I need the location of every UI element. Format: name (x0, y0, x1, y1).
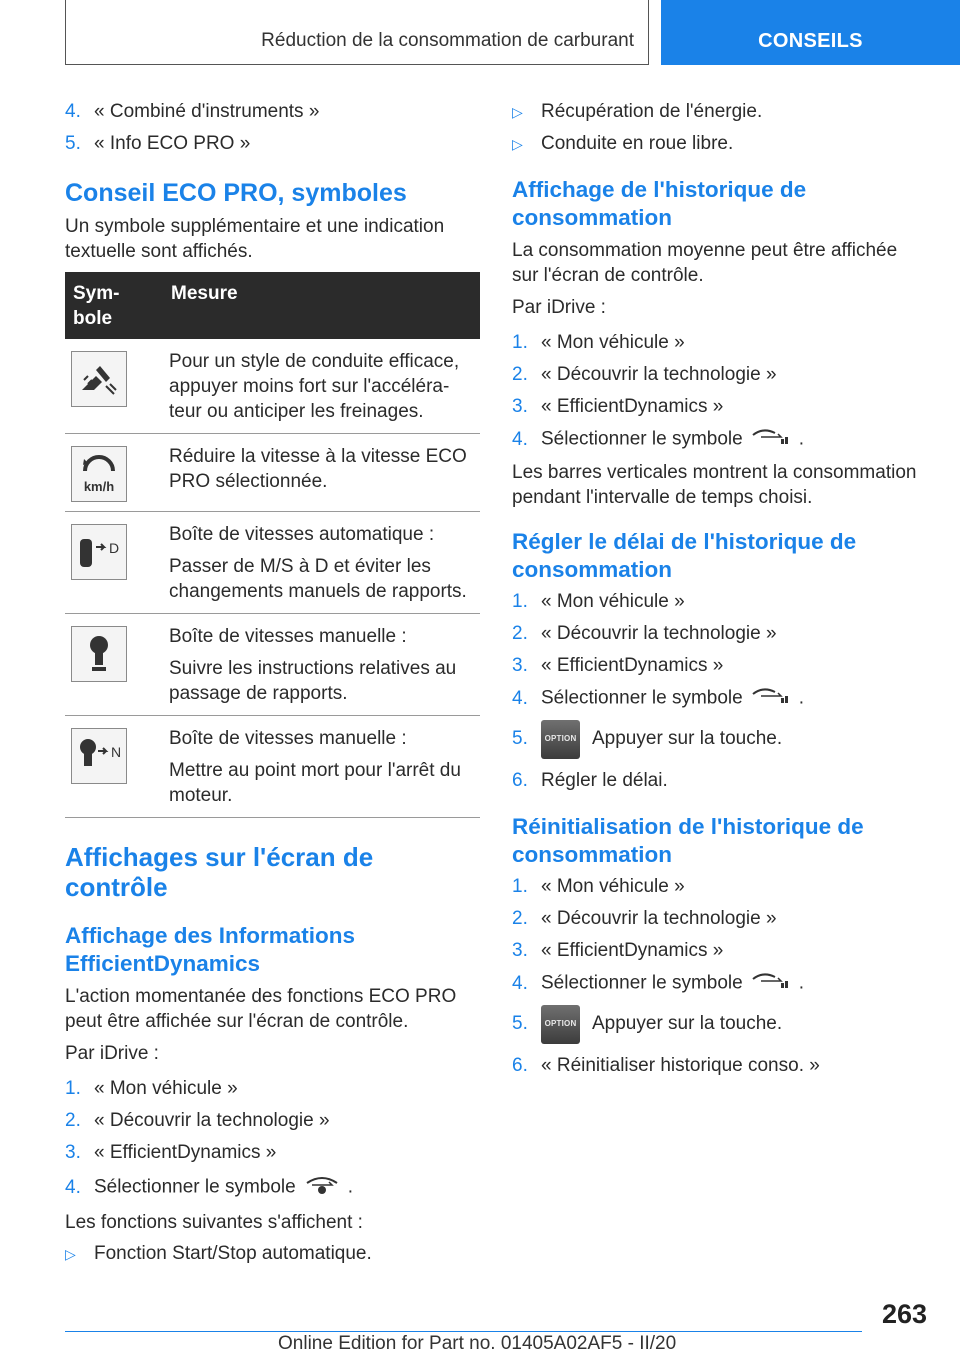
measure-text: Boîte de vitesses manuelle : (169, 728, 407, 749)
edition-footer: Online Edition for Part no. 01405A02AF5 - II/20 (278, 1333, 677, 1354)
list-item (65, 1077, 480, 1101)
running-header (65, 0, 649, 65)
step-text: « Découvrir la technologie » (94, 1110, 330, 1131)
svg-text:km/h: km/h (83, 479, 115, 494)
step-text: « EfficientDynamics » (541, 396, 724, 417)
consumption-history-icon[interactable] (751, 427, 791, 452)
measure-text: Boîte de vitesses automatique : (169, 524, 435, 545)
eco-symbols-heading: Conseil ECO PRO, symboles (65, 179, 407, 207)
table-row (65, 512, 480, 614)
step-number: 4. (65, 1176, 81, 1198)
list-item (65, 1173, 480, 1202)
following-text: Les fonctions suivantes s'affichent : (65, 1212, 363, 1233)
pedal-foot-icon (71, 351, 127, 407)
list-item (512, 590, 927, 614)
step-number: 4. (512, 972, 528, 994)
triangle-bullet-icon: ▷ (512, 136, 523, 152)
step-number: 2. (65, 1110, 81, 1131)
step-number: 2. (512, 908, 528, 929)
consumption-history-icon[interactable] (751, 971, 791, 996)
step-text: « Mon véhicule » (541, 332, 685, 353)
list-item (512, 132, 927, 156)
measure-text: Réduire la vitesse à la vitesse ECO PRO sélectionnée. (169, 446, 467, 492)
measure-cell (163, 512, 480, 614)
step-text (541, 427, 927, 452)
history-text: La consommation moyenne peut être affichée sur l'écran de contrôle. (512, 240, 898, 286)
step-text: « Découvrir la technologie » (541, 364, 777, 385)
step-number: 2. (512, 364, 528, 385)
list-item (65, 1109, 480, 1133)
idrive-label: Par iDrive : (65, 1043, 159, 1064)
delay-heading: Régler le délai de l'historique de consommation (512, 529, 857, 582)
table-row (65, 716, 480, 818)
step-text (541, 1005, 927, 1044)
list-item (512, 1054, 927, 1078)
step-text: « EfficientDynamics » (541, 655, 724, 676)
list-item (512, 1004, 927, 1044)
list-item (512, 331, 927, 355)
step-suffix: . (798, 687, 804, 709)
table-row (65, 434, 480, 512)
left-column (65, 100, 480, 1274)
step-label: Sélectionner le symbole (541, 972, 743, 994)
speed-kmh-icon (71, 446, 127, 502)
step-number: 6. (512, 770, 528, 791)
step-number: 3. (512, 396, 528, 417)
step-label: Sélectionner le symbole (94, 1176, 296, 1198)
step-text: « Mon véhicule » (541, 876, 685, 897)
symbol-table (65, 272, 480, 818)
step-number: 5. (512, 1013, 528, 1034)
step-number: 1. (512, 876, 528, 897)
list-item (512, 971, 927, 996)
step-text: « Mon véhicule » (541, 591, 685, 612)
measure-text: Mettre au point mort pour l'arrêt du moteur. (169, 760, 461, 806)
step-text: « Info ECO PRO » (94, 133, 251, 154)
consumption-history-icon[interactable] (751, 686, 791, 711)
option-button[interactable]: OPTION (541, 720, 580, 759)
measure-text: Boîte de vitesses manuelle : (169, 626, 407, 647)
list-item (512, 363, 927, 387)
svg-text:N: N (110, 744, 122, 760)
step-suffix: . (798, 972, 804, 994)
svg-text:D: D (108, 540, 120, 556)
step-text: « Réinitialiser historique conso. » (541, 1055, 820, 1076)
step-suffix: . (798, 428, 804, 450)
efficient-heading: Affichage des Informations EfficientDynamics (65, 923, 356, 976)
step-text: « EfficientDynamics » (541, 940, 724, 961)
list-item (512, 395, 927, 419)
list-item (65, 1242, 480, 1266)
eco-intro-text: Un symbole supplémentaire et une indication textuelle sont affichés. (65, 216, 445, 262)
chapter-tab-label: CONSEILS (758, 30, 863, 52)
measure-cell (163, 339, 480, 434)
footer-divider (65, 1331, 862, 1332)
list-item (512, 100, 927, 124)
step-label: Appuyer sur la touche. (592, 728, 783, 749)
measure-cell (163, 716, 480, 818)
step-text (94, 1173, 480, 1202)
step-text: Régler le délai. (541, 770, 668, 791)
step-number: 5. (512, 728, 528, 749)
step-text: « Combiné d'instruments » (94, 101, 320, 122)
efficient-text: L'action momentanée des fonctions ECO PRO peut être affichée sur l'écran de contrôle. (65, 986, 457, 1032)
list-item (512, 622, 927, 646)
right-column (512, 100, 927, 1086)
step-number: 1. (65, 1078, 81, 1099)
history-heading: Affichage de l'historique de consommation (512, 177, 807, 230)
list-item (512, 719, 927, 759)
table-row (65, 614, 480, 716)
step-label: Sélectionner le symbole (541, 428, 743, 450)
step-suffix: . (347, 1176, 353, 1198)
gear-lever-icon (71, 626, 127, 682)
list-item (512, 939, 927, 963)
column-header-symbol: Sym- bole (65, 272, 163, 339)
step-text: « Découvrir la technologie » (541, 908, 777, 929)
step-number: 4. (65, 101, 81, 122)
list-item (65, 100, 480, 124)
step-number: 3. (65, 1142, 81, 1163)
triangle-bullet-icon: ▷ (65, 1246, 76, 1262)
list-item (65, 132, 480, 156)
step-number: 2. (512, 623, 528, 644)
list-item (512, 686, 927, 711)
option-button[interactable]: OPTION (541, 1005, 580, 1044)
car-efficiency-icon[interactable] (304, 1173, 340, 1202)
step-text: « Découvrir la technologie » (541, 623, 777, 644)
step-text (541, 971, 927, 996)
measure-text: Pour un style de conduite efficace, appuyer moins fort sur l'accéléra-teur ou anticiper les freinages. (169, 351, 460, 422)
step-number: 6. (512, 1055, 528, 1076)
step-text: « Mon véhicule » (94, 1078, 238, 1099)
measure-text: Suivre les instructions relatives au passage de rapports. (169, 658, 457, 704)
table-row (65, 339, 480, 434)
list-item (512, 427, 927, 452)
reset-heading: Réinitialisation de l'historique de consommation (512, 814, 864, 867)
section-title: Réduction de la consommation de carburant (261, 30, 634, 51)
step-text (541, 720, 927, 759)
page-number: 263 (881, 1299, 927, 1329)
bullet-text: Conduite en roue libre. (541, 133, 734, 154)
list-item (512, 907, 927, 931)
display-heading: Affichages sur l'écran de contrôle (65, 842, 374, 902)
column-header-measure: Mesure (163, 272, 480, 339)
gear-selector-d-icon (71, 524, 127, 580)
triangle-bullet-icon: ▷ (512, 104, 523, 120)
step-number: 3. (512, 940, 528, 961)
table-header-row (65, 272, 480, 339)
measure-text: Passer de M/S à D et éviter les changements manuels de rapports. (169, 556, 467, 602)
list-item (65, 1141, 480, 1165)
list-item (512, 654, 927, 678)
gear-lever-n-icon (71, 728, 127, 784)
chapter-tab[interactable] (661, 0, 960, 65)
step-number: 3. (512, 655, 528, 676)
step-label: Sélectionner le symbole (541, 687, 743, 709)
list-item (512, 875, 927, 899)
step-number: 4. (512, 687, 528, 709)
idrive-label: Par iDrive : (512, 297, 606, 318)
bars-text: Les barres verticales montrent la consommation pendant l'intervalle de temps choisi. (512, 462, 917, 508)
list-item (512, 769, 927, 793)
step-number: 1. (512, 591, 528, 612)
measure-cell (163, 434, 480, 512)
bullet-text: Fonction Start/Stop automatique. (94, 1243, 372, 1264)
bullet-text: Récupération de l'énergie. (541, 101, 763, 122)
step-text (541, 686, 927, 711)
step-number: 4. (512, 428, 528, 450)
step-label: Appuyer sur la touche. (592, 1013, 783, 1034)
measure-cell (163, 614, 480, 716)
step-text: « EfficientDynamics » (94, 1142, 277, 1163)
step-number: 1. (512, 332, 528, 353)
step-number: 5. (65, 133, 81, 154)
